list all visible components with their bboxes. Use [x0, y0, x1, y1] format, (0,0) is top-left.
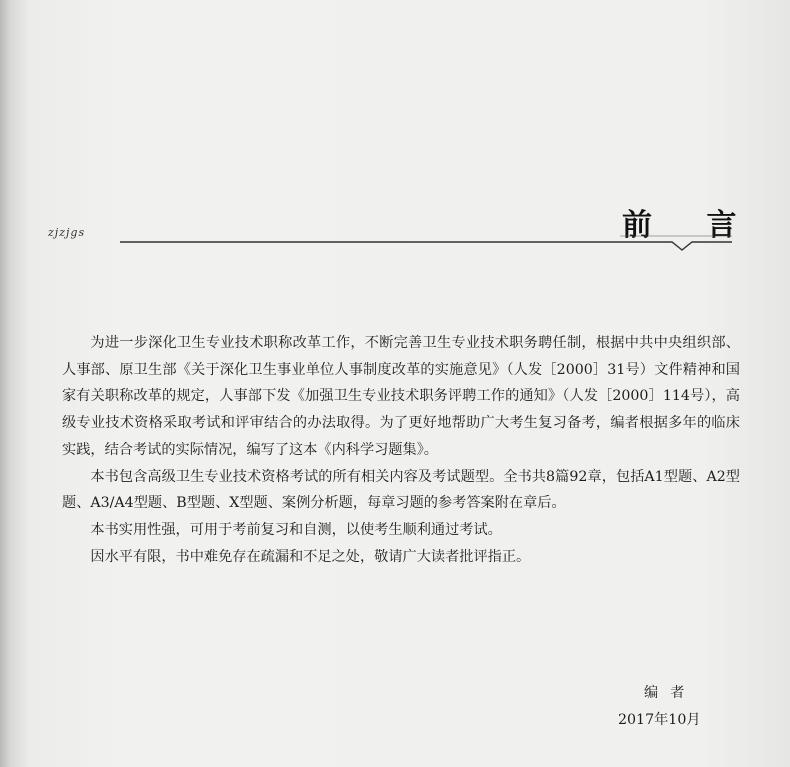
paragraph: 为进一步深化卫生专业技术职称改革工作，不断完善卫生专业技术职务聘任制，根据中共中央组织部、人事部、原卫生部《关于深化卫生事业单位人事制度改革的实施意见》（人发［2000］31号）文件精神和国家有关职称改革的规定，人事部下发《加强卫生专业技术职务评聘工作的通知》（人发［2000］114号），高级专业技术资格采取考试和评审结合的办法取得。为了更好地帮助广大考生复习备考，编者根据多年的临床实践，结合考试的实际情况，编写了这本《内科学习题集》。	[62, 335, 740, 458]
header-decor-text: zjzjgs	[48, 226, 86, 239]
paragraph: 本书实用性强，可用于考前复习和自测，以使考生顺利通过考试。	[90, 521, 502, 538]
signature-date: 2017年10月	[618, 712, 701, 728]
paragraph: 因水平有限，书中难免存在疏漏和不足之处，敬请广大读者批评指正。	[90, 548, 531, 565]
paragraph: 本书包含高级卫生专业技术资格考试的所有相关内容及考试题型。全书共8篇92章，包括A1型题、A2型题、A3/A4型题、B型题、X型题、案例分析题，每章习题的参考答案附在章后。	[62, 468, 740, 512]
preface-body	[62, 330, 740, 570]
author-signature: 编者	[644, 685, 697, 701]
header-rule	[0, 230, 790, 260]
page-header	[0, 0, 790, 270]
page-title: 前 言	[622, 208, 759, 243]
